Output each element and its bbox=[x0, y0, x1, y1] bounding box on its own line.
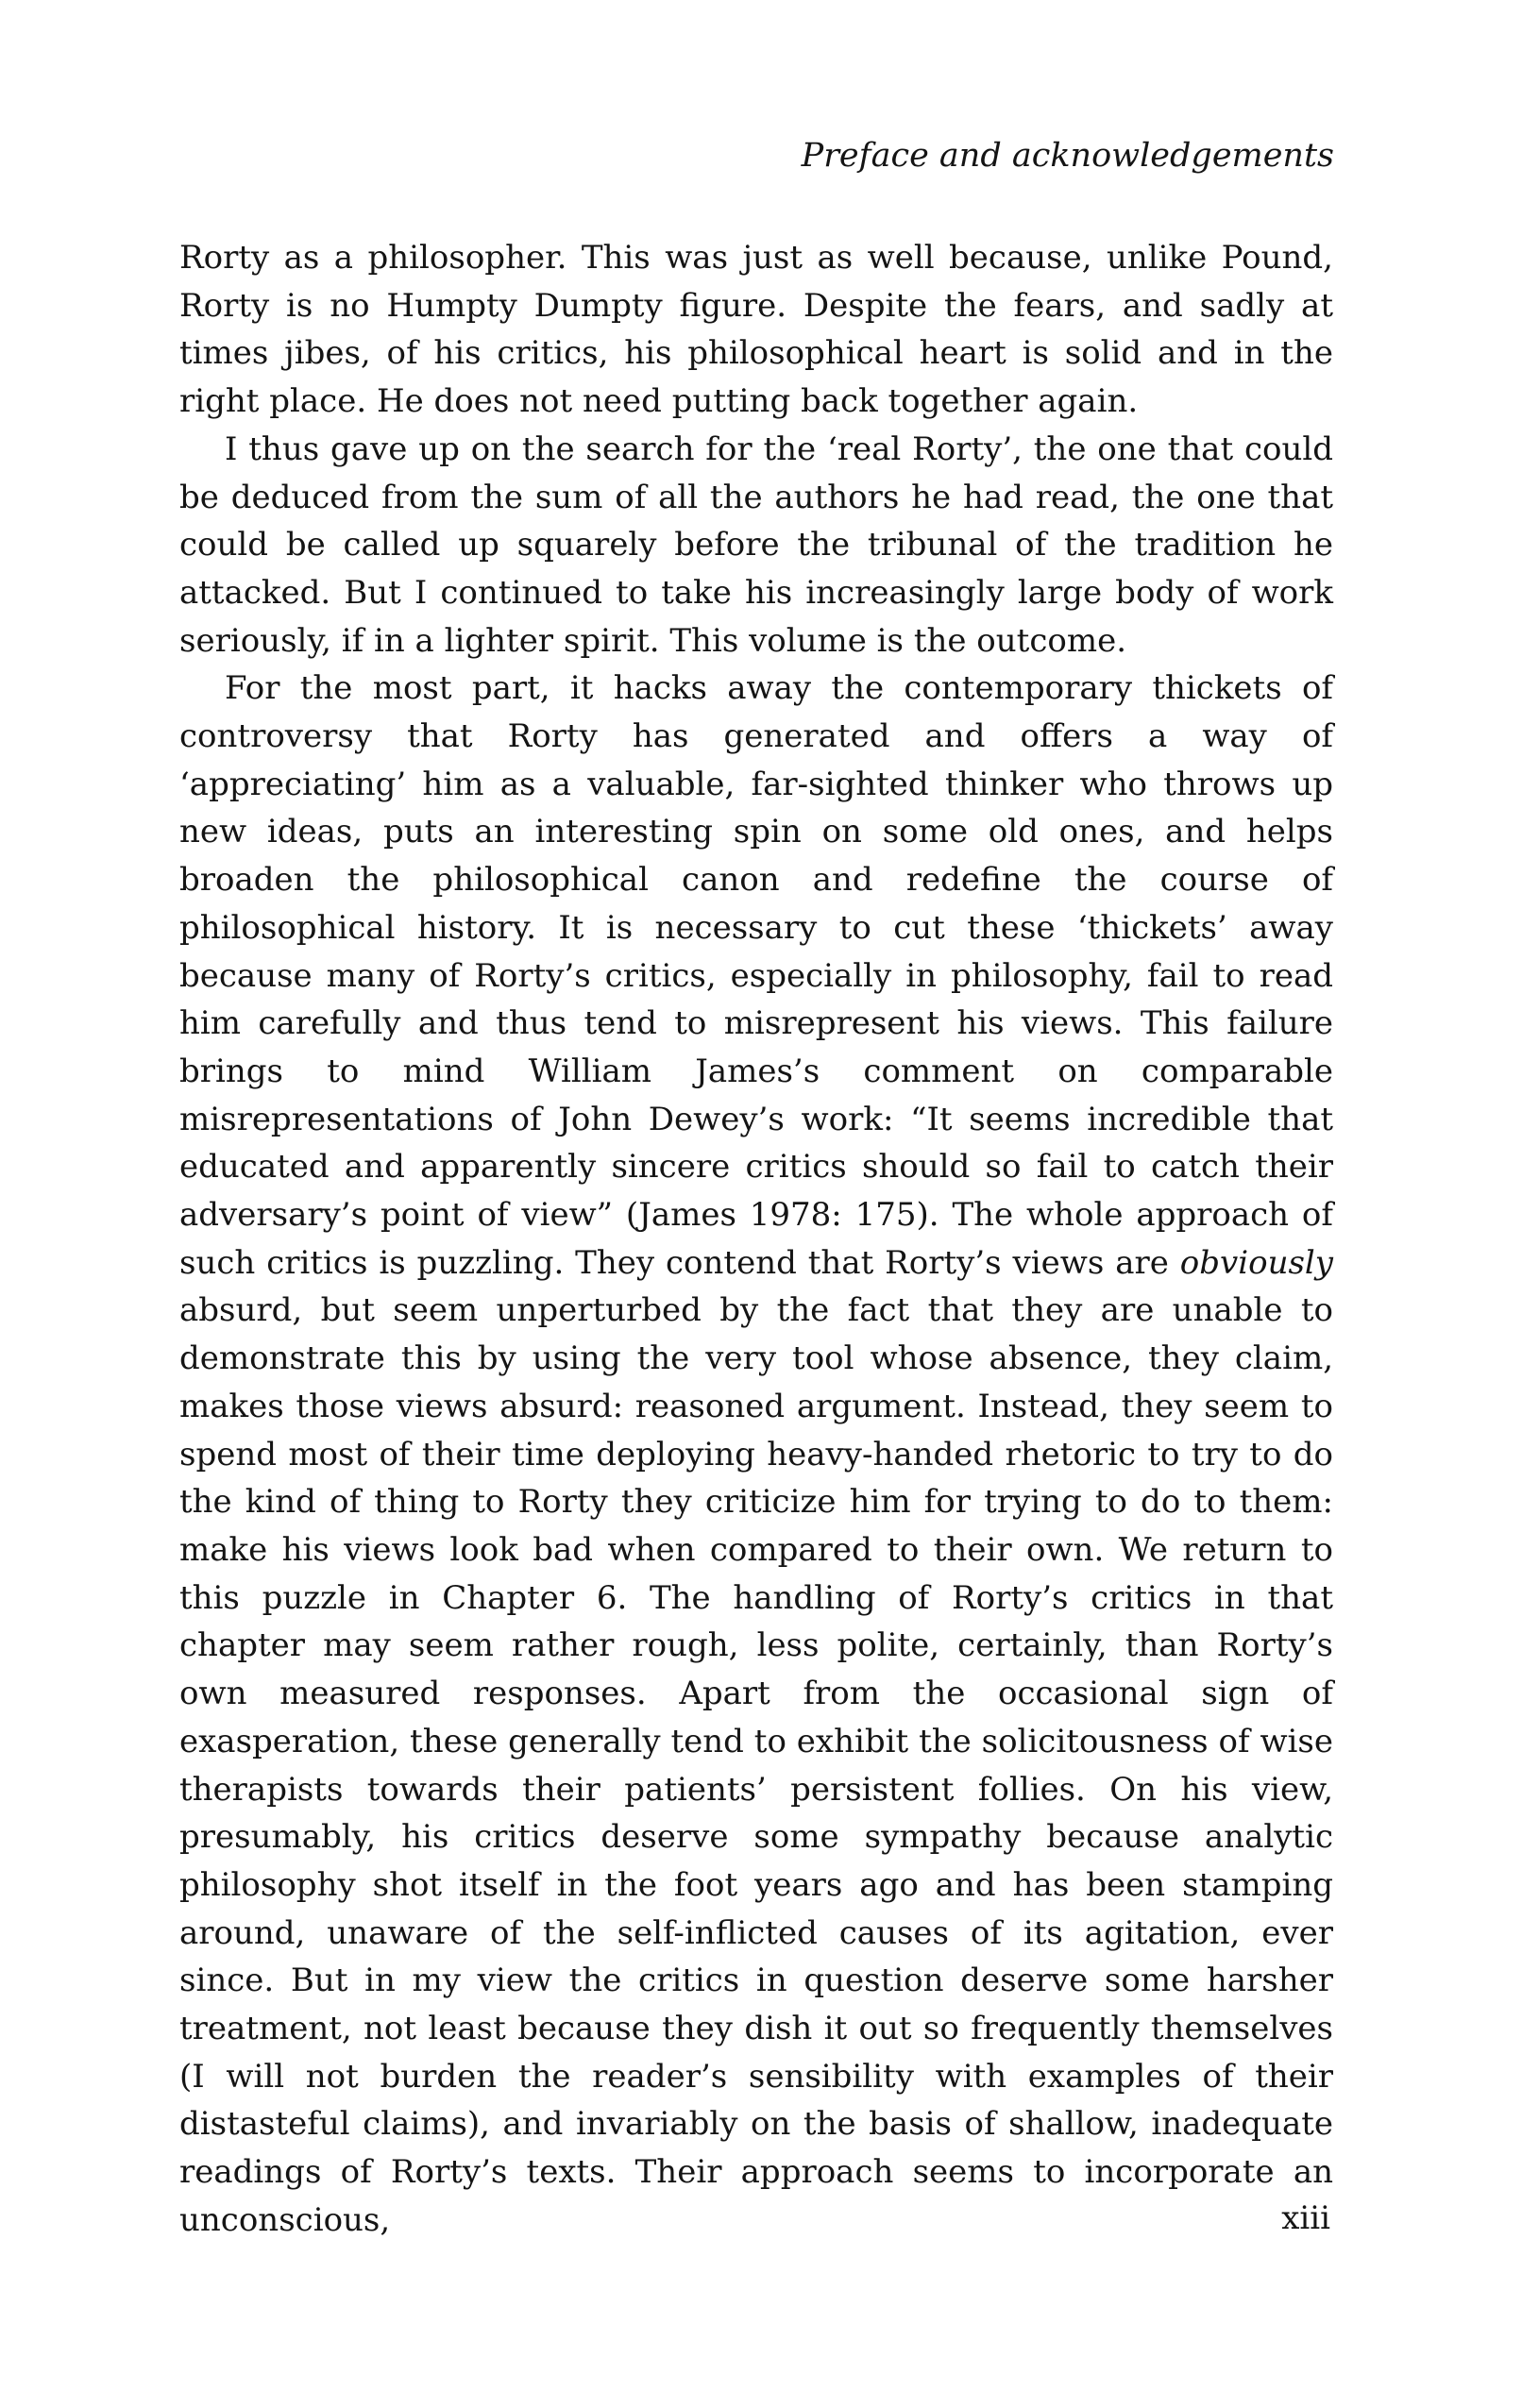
paragraph-1: Rorty as a philosopher. This was just as well because, unlike Pound, Rorty is no Humpty Dumpty figure. Despite the fears, and sadly at times jibes, of his critics, his philosophical heart is solid and in the right place. He does not need putting back together again. bbox=[179, 239, 1333, 421]
paragraph-3 bbox=[179, 665, 1333, 2244]
emphasis-obviously: obviously bbox=[1179, 1243, 1333, 1282]
paragraph-3-before-italic: For the most part, it hacks away the contemporary thickets of controversy that Rorty has generated and offers a way of ‘appreciating’ him as a valuable, far-sighted thinker who throws up new ideas, puts an interesting spin on some old ones, and helps broaden the philosophical canon and redefine the course of philosophical history. It is necessary to cut these ‘thickets’ away because many of Rorty’s critics, especially in philosophy, fail to read him carefully and thus tend to misrepresent his views. This failure brings to mind William James’s comment on comparable misrepresentations of John Dewey’s work: “It seems incredible that educated and apparently sincere critics should so fail to catch their adversary’s point of view” (James 1978: 175). The whole approach of such critics is puzzling. They contend that Rorty’s views are bbox=[179, 669, 1333, 1282]
paragraph-3-after-italic: absurd, but seem unperturbed by the fact that they are unable to demonstrate this by using the very tool whose absence, they claim, makes those views absurd: reasoned argument. Instead, they seem to spend most of their time deploying heavy-handed rhetoric to try to do the kind of thing to Rorty they criticize him for trying to do to them: make his views look bad when compared to their own. We return to this puzzle in Chapter 6. The handling of Rorty’s critics in that chapter may seem rather rough, less polite, certainly, than Rorty’s own measured responses. Apart from the occasional sign of exasperation, these generally tend to exhibit the solicitousness of wise therapists towards their patients’ persistent follies. On his view, presumably, his critics deserve some sympathy because analytic philosophy shot itself in the foot years ago and has been stamping around, unaware of the self-inflicted causes of its agitation, ever since. But in my view the critics in question deserve some harsher treatment, not least because they dish it out so frequently themselves (I will not burden the reader’s sensibility with examples of their distasteful claims), and invariably on the basis of shallow, inadequate readings of Rorty’s texts. Their approach seems to incorporate an unconscious, bbox=[179, 1291, 1333, 2239]
page-number: xiii bbox=[1281, 2199, 1330, 2237]
paragraph-2: I thus gave up on the search for the ‘real Rorty’, the one that could be deduced from the sum of all the authors he had read, the one that could be called up squarely before the tribunal of the tradition he attacked. But I continued to take his increasingly large body of work seriously, if in a lighter spirit. This volume is the outcome. bbox=[179, 429, 1333, 660]
body-text bbox=[179, 234, 1333, 2245]
running-head: Preface and acknowledgements bbox=[801, 137, 1334, 175]
